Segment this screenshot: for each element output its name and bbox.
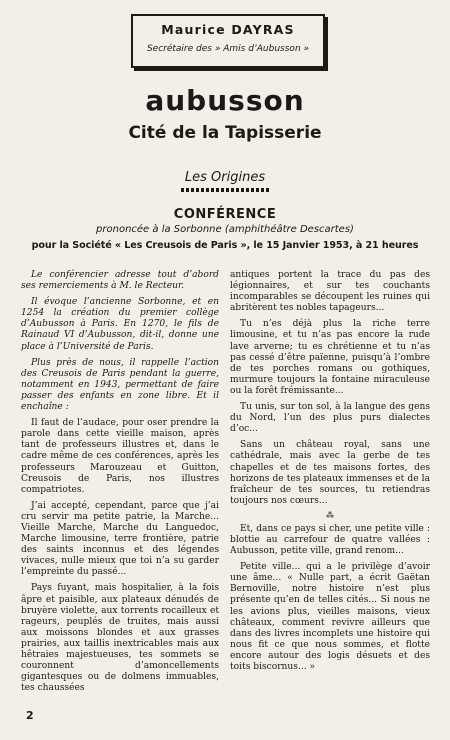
author-name: Maurice DAYRAS xyxy=(161,22,295,37)
paragraph: Tu n’es déjà plus la riche terre limousine, et tu n’as pas encore la rude lave arverne; tu es chrétienne et tu n’as pas cessé d’être païenne, puisqu’à l’ombre de tes porches romans ou gothiques, murmure toujours la fontaine miraculeuse ou la forêt frémissante... xyxy=(230,319,430,396)
right-column xyxy=(230,270,430,678)
subtitle: Cité de la Tapisserie xyxy=(128,123,322,143)
author-role: Secrétaire des » Amis d’Aubusson » xyxy=(146,44,310,54)
conference-heading: CONFÉRENCE xyxy=(173,207,277,222)
paragraph: antiques portent la trace du pas des légionnaires, et sur tes couchants incomparables se découpent les ruines qui abritèrent tes nobles tapageurs... xyxy=(230,270,430,314)
paragraph: Le conférencier adresse tout d’abord ses remerciements à M. le Recteur. xyxy=(21,270,219,292)
paragraph: Pays fuyant, mais hospitalier, à la fois âpre et paisible, aux plateaux dénudés de bruyère violette, aux torrents rocailleux et rageurs, peuplés de truites, mais aussi aux moissons blondes et aux grasses prairies, aux taillis inextricables mais aux hêtraies majestueuses, tes sommets se couronnent d’amoncellements gigantesques ou de dolmens immuables, tes chaussées xyxy=(21,583,219,694)
paragraph: J’ai accepté, cependant, parce que j’ai cru servir ma petite patrie, la Marche... Vieille Marche, Marche du Languedoc, Marche limousine, terre frontière, patrie des saints inconnus et des légendes vivaces, nulle mieux que toi n’a su garder l’empreinte du passé... xyxy=(21,500,219,578)
paragraph: Il faut de l’audace, pour oser prendre la parole dans cette vieille maison, après tant de professeurs illustres et, dans le cadre même de ces conférences, après les professeurs Marouzeau et Guitton, Creusois de Paris, nos illustres compatriotes. xyxy=(21,418,219,495)
paragraph: Il évoque l’ancienne Sorbonne, et en 1254 la création du premier collège d’Aubusson à Paris. En 1270, le fils de Rainaud VI d’Aubusson, dit-il, donne une place à l’Université de Paris. xyxy=(21,297,219,352)
conference-date: pour la Société « Les Creusois de Paris », le 15 Janvier 1953, à 21 heures xyxy=(31,240,419,251)
conference-venue: prononcée à la Sorbonne (amphithéâtre Descartes) xyxy=(96,224,354,235)
section-rule xyxy=(181,188,269,192)
paragraph: Plus près de nous, il rappelle l’action des Creusois de Paris pendant la guerre, notamment en 1943, permettant de faire passer des enfants en zone libre. Et il enchaîne : xyxy=(21,357,219,413)
author-box xyxy=(131,14,325,68)
left-column xyxy=(21,270,219,699)
paragraph: Petite ville... qui a le privilège d’avoir une âme... « Nulle part, a écrit Gaëtan Bernoville, notre histoire n’est plus présente qu’en de telles cités... Si nous ne les avions plus, vieilles maisons, vieux châteaux, comment revivre ailleurs que dans des livres incomplets une histoire qui nous fit ce que nous sommes, et flotte encore autour des logis désuets et des toits biscornus... » xyxy=(230,562,430,672)
asterism-divider: ⁂ xyxy=(326,510,334,520)
page-number: 2 xyxy=(26,709,34,722)
paragraph: Tu unis, sur ton sol, à la langue des gens du Nord, l’un des plus purs dialectes d’oc... xyxy=(230,402,430,435)
paragraph: Et, dans ce pays si cher, une petite ville : blottie au carrefour de quatre vallées : Aubusson, petite ville, grand renom... xyxy=(230,523,430,557)
paragraph: Sans un château royal, sans une cathédrale, mais avec la gerbe de tes chapelles et de tes maisons fortes, des horizons de tes plateaux immenses et de la fraîcheur de tes sources, tu retiendras toujours nos cœurs... xyxy=(230,440,430,506)
main-title: aubusson xyxy=(145,84,305,117)
section-title: Les Origines xyxy=(184,170,266,185)
